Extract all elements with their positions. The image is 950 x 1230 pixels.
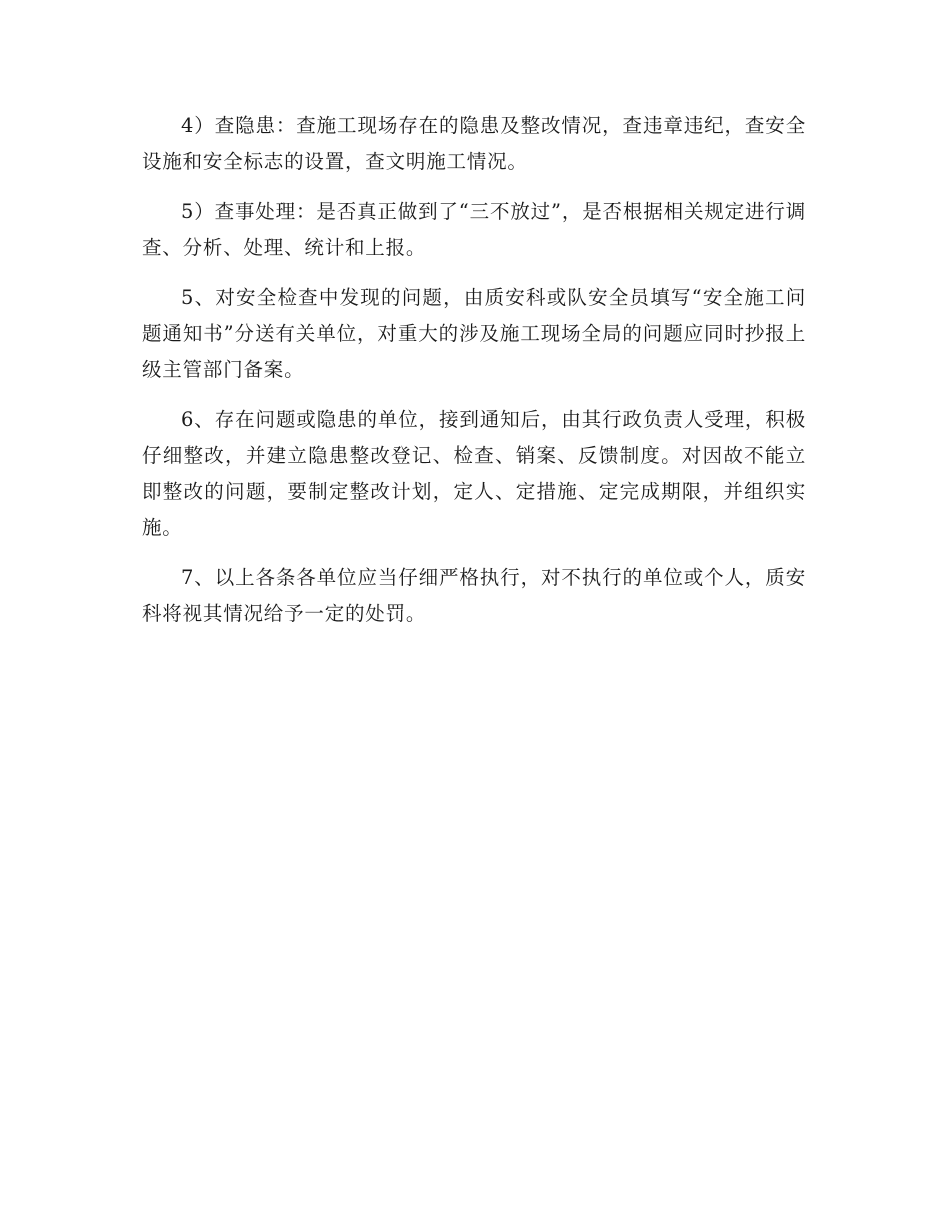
paragraph-incident-handling: 5）查事处理：是否真正做到了“三不放过”，是否根据相关规定进行调查、分析、处理、统计和上报。 [142,200,806,259]
paragraph-hazard-check: 4）查隐患：查施工现场存在的隐患及整改情况，查违章违纪，查安全设施和安全标志的设置，查文明施工情况。 [142,114,806,173]
paragraph-enforcement: 7、以上各条各单位应当仔细严格执行，对不执行的单位或个人，质安科将视其情况给予一定的处罚。 [142,566,806,625]
document-body [142,108,806,646]
paragraph-issue-notification: 5、对安全检查中发现的问题，由质安科或队安全员填写“安全施工问题通知书”分送有关单位，对重大的涉及施工现场全局的问题应同时抄报上级主管部门备案。 [142,286,806,381]
paragraph-rectification: 6、存在问题或隐患的单位，接到通知后，由其行政负责人受理，积极仔细整改，并建立隐患整改登记、检查、销案、反馈制度。对因故不能立即整改的问题，要制定整改计划，定人、定措施、定完成期限，并组织实施。 [142,408,806,539]
